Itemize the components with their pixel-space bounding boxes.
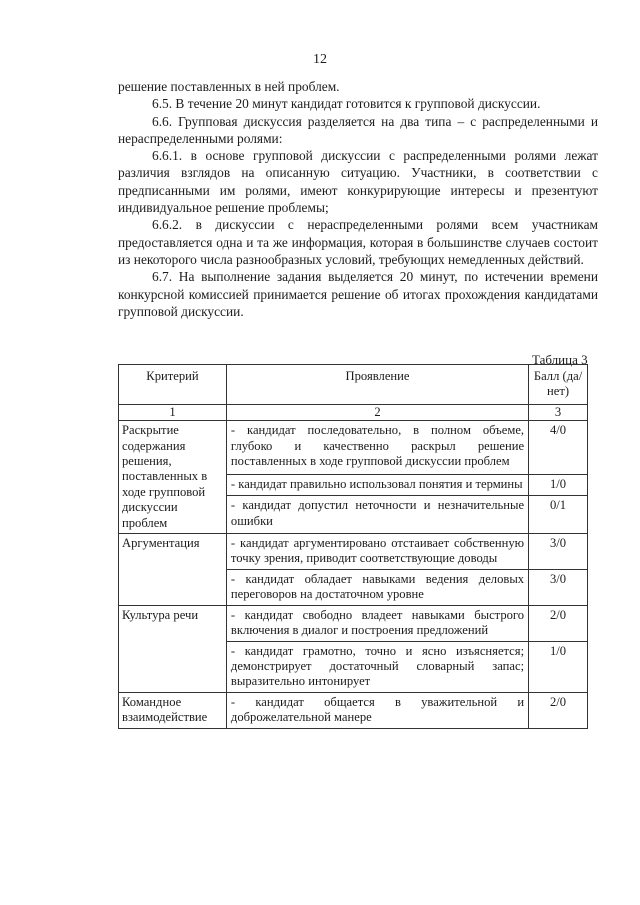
header-manifestation: Проявление bbox=[226, 365, 528, 405]
column-number: 3 bbox=[529, 404, 588, 420]
paragraph-6-6-2: 6.6.2. в дискуссии с нераспределенными ролями всем участникам предоставляется одна и та же информация, которая в большинстве случаев состоит из некоторого числа разнообразных условий, требующих немедленных действий. bbox=[118, 217, 598, 267]
score-cell: 2/0 bbox=[529, 692, 588, 728]
table-header-row bbox=[119, 365, 588, 405]
table-row bbox=[119, 421, 588, 475]
body-text bbox=[118, 78, 598, 320]
score-cell: 4/0 bbox=[529, 421, 588, 475]
criterion-cell: Раскрытие содержания решения, поставленных в ходе групповой дискуссии проблем bbox=[119, 421, 227, 534]
manifestation-cell: - кандидат допустил неточности и незначительные ошибки bbox=[226, 496, 528, 534]
manifestation-cell: - кандидат грамотно, точно и ясно изъясняется; демонстрирует достаточный словарный запас; выразительно интонирует bbox=[226, 641, 528, 692]
table-row bbox=[119, 692, 588, 728]
manifestation-cell: - кандидат общается в уважительной и доброжелательной манере bbox=[226, 692, 528, 728]
table-row bbox=[119, 605, 588, 641]
column-number: 2 bbox=[226, 404, 528, 420]
manifestation-cell: - кандидат правильно использовал понятия и термины bbox=[226, 475, 528, 496]
paragraph-6-6: 6.6. Групповая дискуссия разделяется на два типа – с распределенными и нераспределенными ролями: bbox=[118, 113, 598, 146]
table-caption: Таблица 3 bbox=[532, 352, 588, 367]
manifestation-cell: - кандидат свободно владеет навыками быстрого включения в диалог и построения предложений bbox=[226, 605, 528, 641]
column-number-row bbox=[119, 404, 588, 420]
page-number: 12 bbox=[313, 52, 327, 67]
score-cell: 3/0 bbox=[529, 569, 588, 605]
manifestation-cell: - кандидат обладает навыками ведения деловых переговоров на достаточном уровне bbox=[226, 569, 528, 605]
criterion-cell: Аргументация bbox=[119, 534, 227, 606]
score-cell: 2/0 bbox=[529, 605, 588, 641]
score-cell: 3/0 bbox=[529, 534, 588, 570]
criterion-cell: Культура речи bbox=[119, 605, 227, 692]
paragraph-6-7: 6.7. На выполнение задания выделяется 20 минут, по истечении времени конкурсной комиссией принимается решение об итогах прохождения кандидатами групповой дискуссии. bbox=[118, 269, 598, 319]
header-criterion: Критерий bbox=[119, 365, 227, 405]
column-number: 1 bbox=[119, 404, 227, 420]
manifestation-cell: - кандидат последовательно, в полном объеме, глубоко и качественно раскрыл решение поставленных в ходе групповой дискуссии проблем bbox=[226, 421, 528, 475]
header-score: Балл (да/нет) bbox=[529, 365, 588, 405]
paragraph-6-5: 6.5. В течение 20 минут кандидат готовится к групповой дискуссии. bbox=[152, 96, 541, 112]
score-cell: 1/0 bbox=[529, 475, 588, 496]
table-row bbox=[119, 534, 588, 570]
paragraph-6-6-1: 6.6.1. в основе групповой дискуссии с распределенными ролями лежат различия взглядов на описанную ситуацию. Участники, в соответствии с предписанными им ролями, имеют конкурирующие интересы и презентуют индивидуальное решение проблемы; bbox=[118, 148, 598, 216]
score-cell: 1/0 bbox=[529, 641, 588, 692]
manifestation-cell: - кандидат аргументировано отстаивает собственную точку зрения, приводит соответствующие доводы bbox=[226, 534, 528, 570]
criteria-table bbox=[118, 364, 588, 729]
paragraph-continuation: решение поставленных в ней проблем. bbox=[118, 79, 340, 94]
criterion-cell: Командное взаимодействие bbox=[119, 692, 227, 728]
score-cell: 0/1 bbox=[529, 496, 588, 534]
